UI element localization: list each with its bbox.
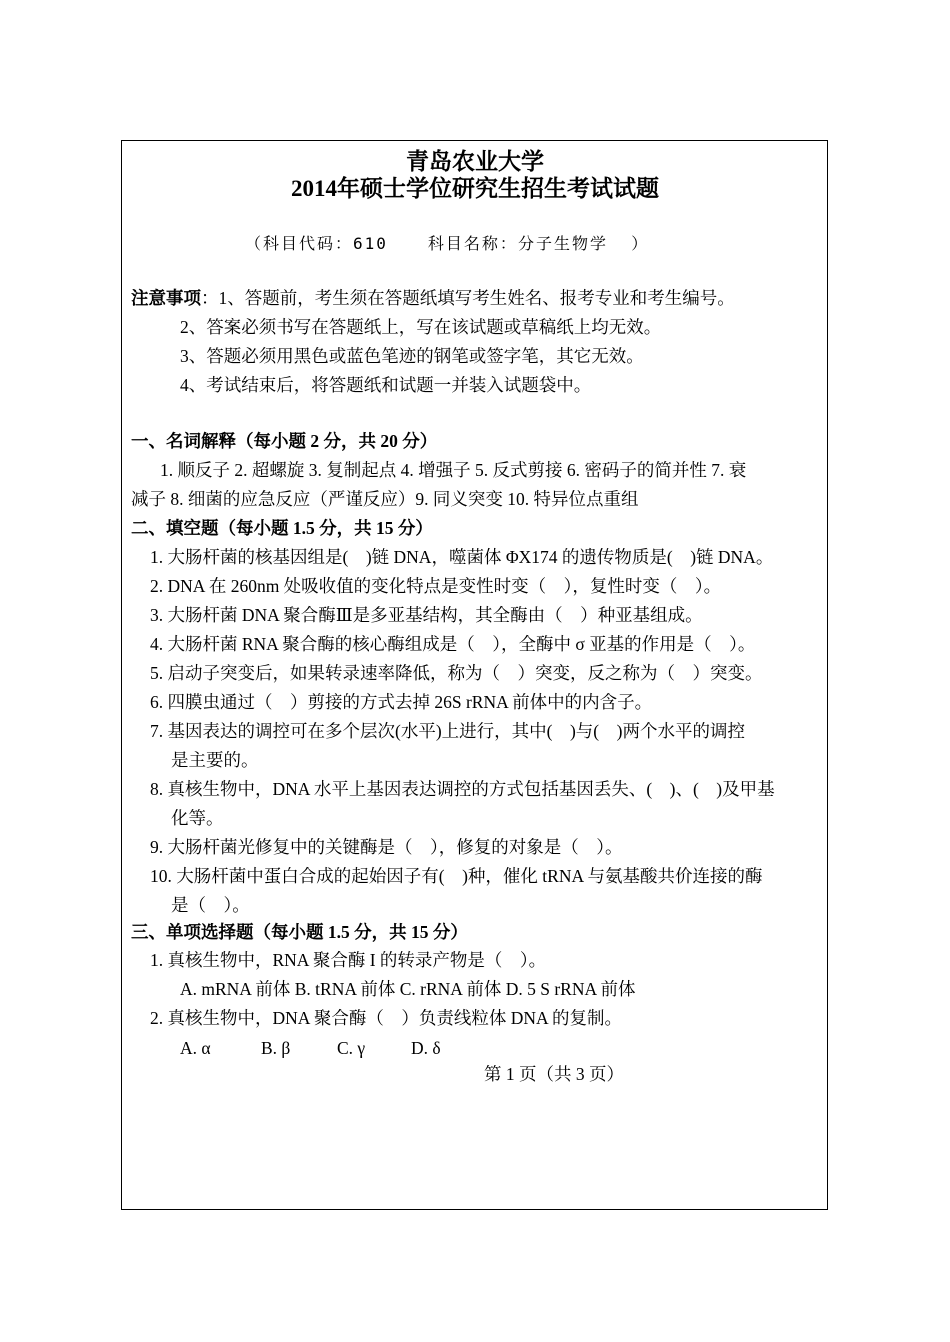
fill-item-9: 9. 大肠杆菌光修复中的关键酶是（ ），修复的对象是（ ）。 <box>150 837 623 857</box>
section1-line-1: 1. 顺反子 2. 超螺旋 3. 复制起点 4. 增强子 5. 反式剪接 6. 密码子的简并性 7. 衰 <box>160 460 747 480</box>
fill-item-10-cont: 是（ ）。 <box>171 895 250 915</box>
fill-item-10: 10. 大肠杆菌中蛋白合成的起始因子有( )种，催化 tRNA 与氨基酸共价连接的酶 <box>150 866 763 886</box>
fill-item-7: 7. 基因表达的调控可在多个层次(水平)上进行，其中( )与( )两个水平的调控 <box>150 721 745 741</box>
choice-item-1: 1. 真核生物中，RNA 聚合酶 I 的转录产物是（ ）。 <box>150 950 547 970</box>
section1-line-2: 减子 8. 细菌的应急反应（严谨反应）9. 同义突变 10. 特异位点重组 <box>131 489 639 509</box>
subject-line <box>245 231 649 254</box>
subject-name-label: 科目名称： <box>427 234 518 253</box>
subject-name: 分子生物学 <box>517 234 608 253</box>
exam-title: 2014年硕士学位研究生招生考试试题 <box>291 176 659 201</box>
notes-item-3: 3、答题必须用黑色或蓝色笔迹的钢笔或签字笔，其它无效。 <box>180 346 644 366</box>
fill-item-1: 1. 大肠杆菌的核基因组是( )链 DNA，噬菌体 ΦX174 的遗传物质是( )链 DNA。 <box>150 547 774 567</box>
choice-item-2: 2. 真核生物中，DNA 聚合酶（ ）负责线粒体 DNA 的复制。 <box>150 1008 623 1028</box>
fill-item-5: 5. 启动子突变后，如果转录速率降低，称为（ ）突变，反之称为（ ）突变。 <box>150 663 763 683</box>
choice-option-b: B. β <box>261 1038 291 1058</box>
fill-item-7-cont: 是主要的。 <box>171 750 259 770</box>
fill-item-8-cont: 化等。 <box>171 808 224 828</box>
notes-label: 注意事项 <box>131 288 201 308</box>
notes-item-2: 2、答案必须书写在答题纸上，写在该试题或草稿纸上均无效。 <box>180 317 662 337</box>
choice-option-c: C. γ <box>337 1038 366 1058</box>
section3-heading: 三、单项选择题（每小题 1.5 分，共 15 分） <box>131 922 468 942</box>
subject-code: 610 <box>353 234 388 253</box>
notes-item-4: 4、考试结束后，将答题纸和试题一并装入试题袋中。 <box>180 375 592 395</box>
fill-item-4: 4. 大肠杆菌 RNA 聚合酶的核心酶组成是（ ），全酶中 σ 亚基的作用是（ ）。 <box>150 634 756 654</box>
section2-heading: 二、填空题（每小题 1.5 分，共 15 分） <box>131 518 433 538</box>
subject-open: （科目代码： <box>245 234 354 253</box>
fill-item-3: 3. 大肠杆菌 DNA 聚合酶Ⅲ是多亚基结构，其全酶由（ ）种亚基组成。 <box>150 605 703 625</box>
choice-option-d: D. δ <box>411 1038 441 1058</box>
section1-heading: 一、名词解释（每小题 2 分，共 20 分） <box>131 431 438 451</box>
subject-close: ） <box>631 234 650 253</box>
notes-item-1: 注意事项：1、答题前，考生须在答题纸填写考生姓名、报考专业和考生编号。 <box>131 288 735 308</box>
page-footer: 第 1 页（共 3 页） <box>484 1064 624 1084</box>
fill-item-8: 8. 真核生物中，DNA 水平上基因表达调控的方式包括基因丢失、( )、( )及甲基 <box>150 779 775 799</box>
fill-item-6: 6. 四膜虫通过（ ）剪接的方式去掉 26S rRNA 前体中的内含子。 <box>150 692 653 712</box>
fill-item-2: 2. DNA 在 260nm 处吸收值的变化特点是变性时变（ ），复性时变（ ）。 <box>150 576 722 596</box>
choice-item-1-options: A. mRNA 前体 B. tRNA 前体 C. rRNA 前体 D. 5 S rRNA 前体 <box>180 979 636 999</box>
choice-option-a: A. α <box>180 1038 211 1058</box>
university-name: 青岛农业大学 <box>406 149 544 174</box>
